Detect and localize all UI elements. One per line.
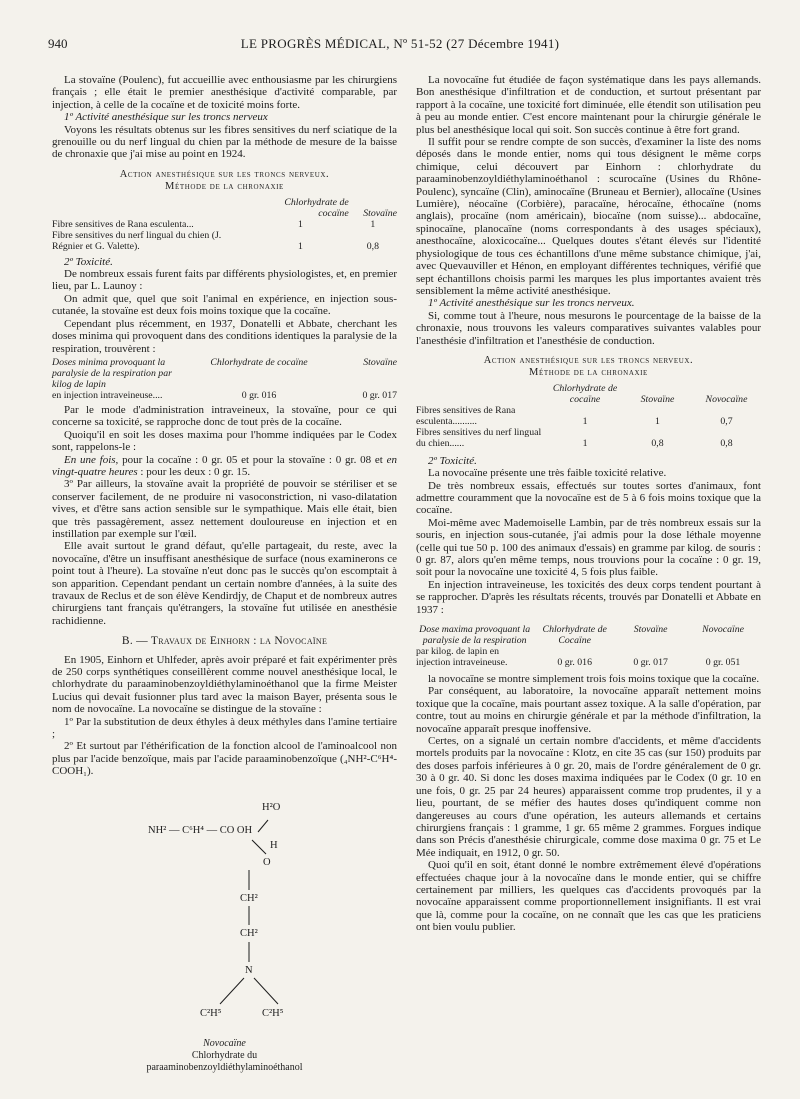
paragraph: Certes, on a signalé un certain nombre d'accidents, et même d'accidents mortels produits par la novocaïne : Klotz, en cite 35 cas (sur 150) produits par des doses parfois inférieures à 0 gr. 20, mais de l'ordre généralement de 0 gr. 30 à 0 gr. 40. Si donc les doses maxima indiquées par le Codex (0 gr. 10 en une fois, 0 gr. 25 par 24 heures) apparaissent comme trop prudentes, il y a lieu, pourtant, de se méfier des hautes doses qu'indiquent comme non dangereuses au cours d'une opération, les auteurs allemands et certains chirurgiens français : 1 gramme, 1 gr. 65 même 2 grammes. Forgues indique dans son Précis d'anesthésie chirurgicale, comme dose maxima 0 gr. 75 et Le Mée indiquait, en 1912, 0 gr. 50.	[416, 735, 761, 859]
running-title: LE PROGRÈS MÉDICAL, Nº 51-52 (27 Décembre 1941)	[240, 36, 560, 51]
figure-caption: Chlorhydrate du	[191, 1049, 258, 1061]
table-header: Chlorhydrate de Cocaïne	[542, 624, 607, 647]
left-column	[52, 74, 397, 1082]
figure-caption: paraaminobenzoyldiéthylaminoéthanol	[146, 1061, 303, 1073]
paragraph: la novocaïne se montre simplement trois fois moins toxique que la cocaïne.	[428, 673, 760, 686]
subheading: 2º Toxicité.	[428, 454, 477, 467]
subheading: 2º Toxicité.	[64, 255, 113, 268]
formula-ch2: CH²	[240, 892, 258, 904]
table-row	[52, 230, 397, 252]
paragraph: Par le mode d'administration intraveineux, la stovaïne, pour ce qui concerne sa toxicité, se rapproche donc de tout près de la cocaïne.	[52, 403, 397, 429]
table-header: Chlorhydrate de cocaïne	[284, 196, 349, 219]
paragraph: La novocaïne fut étudiée de façon systématique dans les pays allemands. Bon anesthésique d'infiltration et de conduction, et surtout présentant par rapport à la cocaïne, une toxicité fort diminuée, elle étendit son utilisation peu à peu au monde entier. C'est encore maintenant pour la chirurgie générale le plus bel anesthésique local qui soit. Son succès continue à être fort grand.	[416, 74, 761, 136]
chronaxie-table-2	[416, 383, 761, 449]
formula-ethyl: C²H⁵	[200, 1007, 222, 1019]
subheading: 1º Activité anesthésique sur les troncs nerveux.	[428, 297, 635, 310]
paragraph: Elle avait surtout le grand défaut, qu'elle partageait, du reste, avec la novocaïne, d'être un insuffisant anesthésique de surface (nous examinerons ce point tout à l'heure). La stovaïne n'eut donc pas le succès qu'on escomptait à son apparition. Cependant pendant un certain nombre d'années, à la suite des travaux de Reclus et de son élève Kendirdjy, de Chaput et de nombreux autres chirurgiens tant français qu'étrangers, la stovaïne fut utilisée en anesthésie rachidienne.	[52, 540, 397, 627]
paragraph: Si, comme tout à l'heure, nous mesurons le pourcentage de la baisse de la chronaxie, nous trouvons les valeurs comparatives suivantes valables pour l'anesthésie d'infiltration et l'anesthésie de conduction.	[416, 309, 761, 347]
table-cell: 1	[582, 415, 588, 427]
table-header: Stovaïne	[633, 624, 668, 636]
table-caption: Méthode de la chronaxie	[529, 367, 648, 379]
table-row	[52, 390, 397, 401]
table-cell: 1	[297, 218, 303, 230]
paragraph: Par conséquent, au laboratoire, la novocaïne apparaît nettement moins toxique que la cocaïne, mais pourtant assez toxique. A la salle d'opération, par contre, tout au moins en chirurgie générale et par la méthode d'infiltration, la novocaïne apparaît presque inoffensive.	[416, 685, 761, 735]
table-header: Stovaïne	[363, 207, 397, 219]
table-header: Chlorhydrate de cocaïne	[552, 382, 618, 405]
table-cell: 0,8	[366, 240, 379, 252]
formula-ch2: CH²	[240, 927, 258, 939]
table-cell: 0,8	[651, 437, 664, 449]
table-cell: 1	[582, 437, 588, 449]
table-cell: Fibre sensitives du nerf lingual du chien (J. Régnier et G. Valette).	[52, 229, 222, 252]
subheading: 1º Activité anesthésique sur les troncs nerveux	[64, 111, 268, 124]
table-cell: 0,7	[720, 415, 733, 427]
table-cell: 0 gr. 016	[241, 389, 277, 401]
table-header: Stovaïne	[363, 356, 397, 368]
table-cell: 0 gr. 017	[362, 389, 397, 401]
paragraph: De nombreux essais furent faits par différents physiologistes, et, en premier lieu, par L. Launoy :	[52, 268, 397, 293]
table-cell: 0 gr. 051	[705, 657, 741, 669]
toxicity-table-2	[416, 624, 761, 668]
table-cell: 0 gr. 016	[557, 657, 592, 669]
paragraph: Voyons les résultats obtenus sur les fibres sensitives du nerf sciatique de la grenouille ou du nerf lingual du chien par la méthode de mesure de la baisse de chronaxie que j'ai mise au point en 1924.	[52, 123, 397, 161]
table-cell: 0,8	[720, 437, 733, 449]
figure-caption: Novocaïne	[203, 1037, 246, 1049]
table-cell: 1	[297, 240, 303, 252]
table-caption: Action anesthésique sur les troncs nerveux.	[483, 354, 694, 366]
table-cell: 1	[370, 218, 376, 230]
table-row	[52, 219, 397, 230]
table-header: Doses minima provoquant la paralysie de la respiration par kilog de lapin	[52, 356, 172, 390]
table-header: Novocaïne	[705, 393, 748, 405]
paragraph: Quoi qu'il en soit, étant donné le nombre extrêmement élevé d'opérations effectuées chaque jour à la novocaïne dans le monde entier, qui se chiffre certainement par milliers, les quelques cas d'accidents provoqués par la novocaïne apparaissent comme proportionnellement insignifiants. Il est vrai que là, comme pour la cocaïne, on ne connaît que les cas que les praticiens ont bien voulu publier.	[416, 859, 761, 934]
table-caption: Action anesthésique sur les troncs nerveux.	[119, 168, 330, 180]
formula-h2o: H²O	[262, 801, 281, 813]
table-header: Chlorhydrate de cocaïne	[210, 356, 308, 368]
page-header	[40, 36, 760, 56]
paragraph: En injection intraveineuse, les toxicités des deux corps tendent pourtant à se rapprocher. D'après les résultats récents, trouvés par Donatelli et Abbate en 1937 :	[416, 578, 761, 616]
formula-h: H	[270, 839, 278, 851]
novocaine-structural-formula	[52, 782, 397, 1082]
toxicity-table-1	[52, 357, 397, 401]
section-heading: B. — Travaux de Einhorn : la Novocaïne	[121, 635, 328, 648]
paragraph: Il suffit pour se rendre compte de son succès, d'examiner la liste des noms déposés dans le monde entier, noms qui tous désignent le même corps chimique, celui découvert par Einhorn : chlorhydrate du paraaminobenzoyldiéthylaminoéthanol : scurocaïne (Usines du Rhône-Poulenc), syncaïne (Clin), aminocaïne (Bruneau et Bernier), allocaïne (Usines Lumière), néocaïne (Corbière), paracaïne, hérocaïne, éthocaïne (noms anglais), procaïne (nom américain), biocaïne (nom suisse)... abdocaïne, spinocaïne, planocaïne (noms correspondants à des usages spéciaux), anesthocaïne, aloxicocaïne... Quelques doutes s'étant élevés sur l'identité physiologique de tous ces échantillons d'une même substance chimique, j'ai, avec Quevauviller et Hénon, en employant différentes techniques, vérifié que sept échantillons choisis parmi les marques les plus importantes avaient très sensiblement la même activité anesthésique.	[416, 136, 761, 297]
formula-o: O	[263, 856, 271, 868]
paragraph: On admit que, quel que soit l'animal en expérience, en injection sous-cutanée, la stovaïne est deux fois moins toxique que la cocaïne.	[52, 292, 397, 318]
table-header: Novocaïne	[702, 624, 744, 636]
table-cell: 0 gr. 017	[633, 657, 668, 669]
table-cell: Fibre sensitives de Rana esculenta...	[52, 218, 194, 230]
paragraph: Quoiqu'il en soit les doses maxima pour l'homme indiquées par le Codex sont, rappelons-le :	[52, 428, 397, 454]
paragraph: En 1905, Einhorn et Uhlfeder, après avoir préparé et fait expérimenter près de 250 corps synthétiques conseillèrent comme nouvel anesthésique local, le chlorhydrate du paraaminobenzoyldiéthylaminoéthanol que la firme Meister Lucius qui devait fusionner plus tard avec la maison Bayer, présenta sous le nom de novocaïne. La novocaïne se distingue de la stovaïne :	[52, 653, 397, 716]
paragraph: 1º Par la substitution de deux éthyles à deux méthyles dans l'amine tertiaire ;	[52, 715, 397, 741]
right-column	[416, 74, 761, 934]
table-cell: en injection intraveineuse....	[52, 389, 163, 401]
table-cell: Fibres sensitives de Rana esculenta..........	[416, 404, 516, 427]
paragraph: La novocaïne présente une très faible toxicité relative.	[428, 467, 667, 480]
paragraph: 3º Par ailleurs, la stovaïne avait la propriété de pouvoir se stériliser et se conserver facilement, de ne produire ni vasoconstriction, ni vaso-dilatation vives, et d'être sans action sensible sur le sympathique. Mais elle était, bien que très passagèrement, assez nettement douloureuse en injection et en instillation par exemple sur l'œil.	[52, 478, 397, 540]
formula-ethyl: C²H⁵	[262, 1007, 284, 1019]
table-caption: Méthode de la chronaxie	[165, 181, 284, 193]
page-number: 940	[48, 36, 68, 51]
table-row	[416, 646, 761, 668]
table-header: Stovaïne	[640, 393, 675, 405]
table-row	[416, 405, 761, 427]
paragraph: Moi-même avec Mademoiselle Lambin, par de très nombreux essais sur la souris, en injection sous-cutanée, j'ai admis pour la dose léthale moyenne (celle qui tue 50 p. 100 des animaux d'essais) en gramme par kilog. de souris : 0 gr. 87, alors qu'en même temps, nous trouvions pour la cocaïne : 0 gr. 19, soit pour la novocaïne une toxicité 4, 5 fois plus faible.	[416, 516, 761, 579]
table-cell: par kilog. de lapin en injection intraveineuse.	[416, 646, 508, 669]
formula-main-chain: NH² — C⁶H⁴ — CO OH	[148, 824, 253, 836]
formula-n: N	[245, 964, 253, 976]
chronaxie-table-1	[52, 197, 397, 252]
paragraph: En une fois, pour la cocaïne : 0 gr. 05 et pour la stovaïne : 0 gr. 08 et en vingt-quatre heures : pour les deux : 0 gr. 15.	[52, 453, 397, 478]
paragraph: 2º Et surtout par l'éthérification de la fonction alcool de l'aminoalcool non plus par l'acide benzoïque, mais par l'acide paraaminobenzoïque (₄NH²-C⁶H⁴-COOH₁).	[52, 740, 397, 778]
table-header: Dose maxima provoquant la paralysie de la respiration	[419, 624, 531, 647]
paragraph: De très nombreux essais, effectués sur toutes sortes d'animaux, font admettre couramment que la novocaïne est de 5 à 6 fois moins toxique que la cocaïne.	[416, 479, 761, 517]
table-cell: Fibres sensitives du nerf lingual du chien......	[416, 426, 542, 449]
table-cell: 1	[655, 415, 660, 427]
paragraph: Cependant plus récemment, en 1937, Donatelli et Abbate, cherchant les doses minima qui provoquent dans des conditions identiques la paralysie de la respiration, trouvèrent :	[52, 317, 397, 355]
table-row	[416, 427, 761, 449]
paragraph: La stovaïne (Poulenc), fut accueillie avec enthousiasme par les chirurgiens français ; elle était le premier anesthésique d'activité comparable, par injection, à celle de la cocaïne et de toxicité moins forte.	[52, 74, 397, 111]
